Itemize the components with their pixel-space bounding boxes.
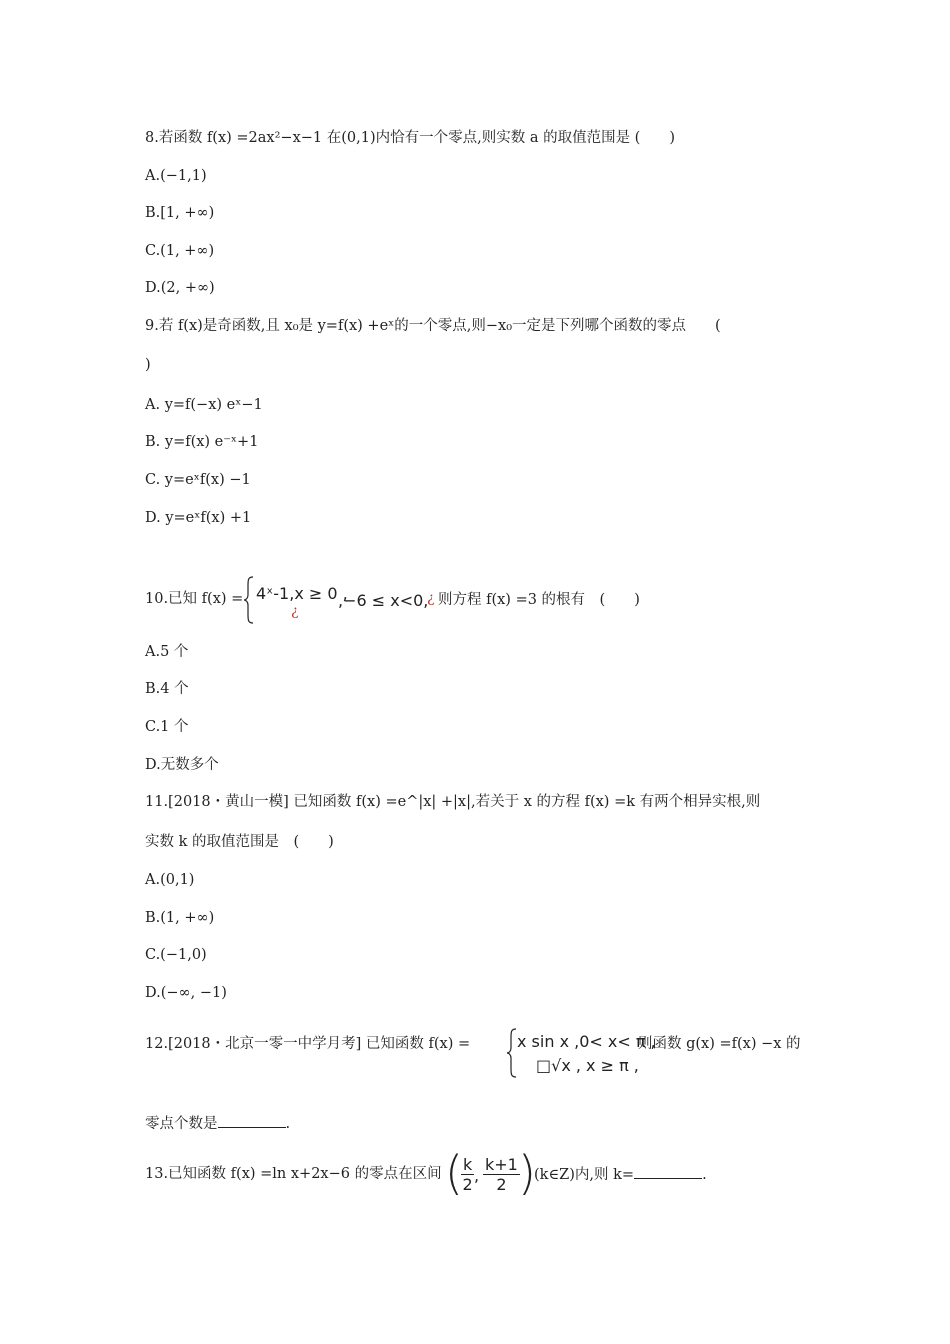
q8-option-d: D.(2, +∞) bbox=[145, 280, 215, 296]
q8-stem: 8.若函数 f(x) =2ax²−x−1 在(0,1)内恰有一个零点,则实数 a 的取值范围是 ( ) bbox=[145, 130, 675, 146]
q8-option-a: A.(−1,1) bbox=[145, 168, 207, 184]
q13-suffix-line bbox=[534, 1164, 707, 1185]
q9-option-c: C. y=eˣf(x) −1 bbox=[145, 472, 251, 488]
q12-cont: 零点个数是 . bbox=[145, 1113, 290, 1134]
q12-cont-text: 零点个数是 bbox=[145, 1116, 218, 1132]
q8-option-c: C.(1, +∞) bbox=[145, 243, 215, 259]
q13-suffix: (k∈Z)内,则 k= bbox=[534, 1167, 635, 1183]
q13-frac1-den: 2 bbox=[462, 1175, 473, 1194]
q12-answer-blank[interactable] bbox=[218, 1113, 286, 1128]
q13-prefix: 13.已知函数 f(x) =ln x+2x−6 的零点在区间 bbox=[145, 1166, 442, 1182]
q10-prefix: 10.已知 f(x) = bbox=[145, 591, 244, 607]
q9-stem: 9.若 f(x)是奇函数,且 x₀是 y=f(x) +eˣ的一个零点,则−x₀一定是下列哪个函数的零点 ( bbox=[145, 318, 721, 334]
q9-option-d: D. y=eˣf(x) +1 bbox=[145, 510, 252, 526]
q11-option-c: C.(−1,0) bbox=[145, 947, 207, 963]
q10-mark2: ¿ bbox=[427, 590, 435, 606]
q13-answer-blank[interactable] bbox=[634, 1164, 702, 1179]
q12-suffix: 则函数 g(x) =f(x) −x 的 bbox=[638, 1036, 801, 1052]
q10-option-a: A.5 个 bbox=[145, 644, 189, 660]
q9-stem-cont: ) bbox=[145, 357, 151, 373]
q9-option-b: B. y=f(x) e⁻ˣ+1 bbox=[145, 434, 259, 450]
q11-option-a: A.(0,1) bbox=[145, 872, 195, 888]
q10-option-b: B.4 个 bbox=[145, 681, 189, 697]
q10-suffix: 则方程 f(x) =3 的根有 ( ) bbox=[438, 592, 640, 608]
q13-sep: , bbox=[474, 1166, 480, 1185]
q9-option-a: A. y=f(−x) eˣ−1 bbox=[145, 397, 263, 413]
q13-frac2-den: 2 bbox=[496, 1175, 507, 1194]
q12-prefix: 12.[2018・北京一零一中学月考] 已知函数 f(x) = bbox=[145, 1036, 471, 1052]
q10-piece1: 4ˣ-1,x ≥ 0 , bbox=[256, 584, 348, 603]
q11-option-d: D.(−∞, −1) bbox=[145, 985, 227, 1001]
q13-left-paren: ( bbox=[445, 1146, 463, 1200]
q13-frac2 bbox=[483, 1155, 520, 1194]
q10-option-c: C.1 个 bbox=[145, 719, 189, 735]
q13-frac2-num: k+1 bbox=[485, 1155, 518, 1174]
q12-piece1: x sin x ,0< x< π , bbox=[517, 1032, 656, 1051]
q10-mark1: ¿ bbox=[291, 603, 299, 619]
q11-option-b: B.(1, +∞) bbox=[145, 910, 215, 926]
q10-piece2: ,−6 ≤ x<0, bbox=[338, 591, 429, 610]
q10-brace-icon bbox=[243, 576, 255, 624]
q10-option-d: D.无数多个 bbox=[145, 757, 219, 773]
q11-stem: 11.[2018・黄山一模] 已知函数 f(x) =e^|x| +|x|,若关于 x 的方程 f(x) =k 有两个相异实根,则 bbox=[145, 794, 761, 810]
q13-frac1-num: k bbox=[463, 1155, 473, 1174]
q12-piece2: □√x , x ≥ π , bbox=[536, 1056, 639, 1075]
q8-option-b: B.[1, +∞) bbox=[145, 205, 215, 221]
q11-stem-cont: 实数 k 的取值范围是 ( ) bbox=[145, 834, 334, 850]
q13-end: . bbox=[702, 1167, 707, 1183]
q13-frac1 bbox=[461, 1155, 474, 1194]
q13-right-paren: ) bbox=[518, 1146, 536, 1200]
